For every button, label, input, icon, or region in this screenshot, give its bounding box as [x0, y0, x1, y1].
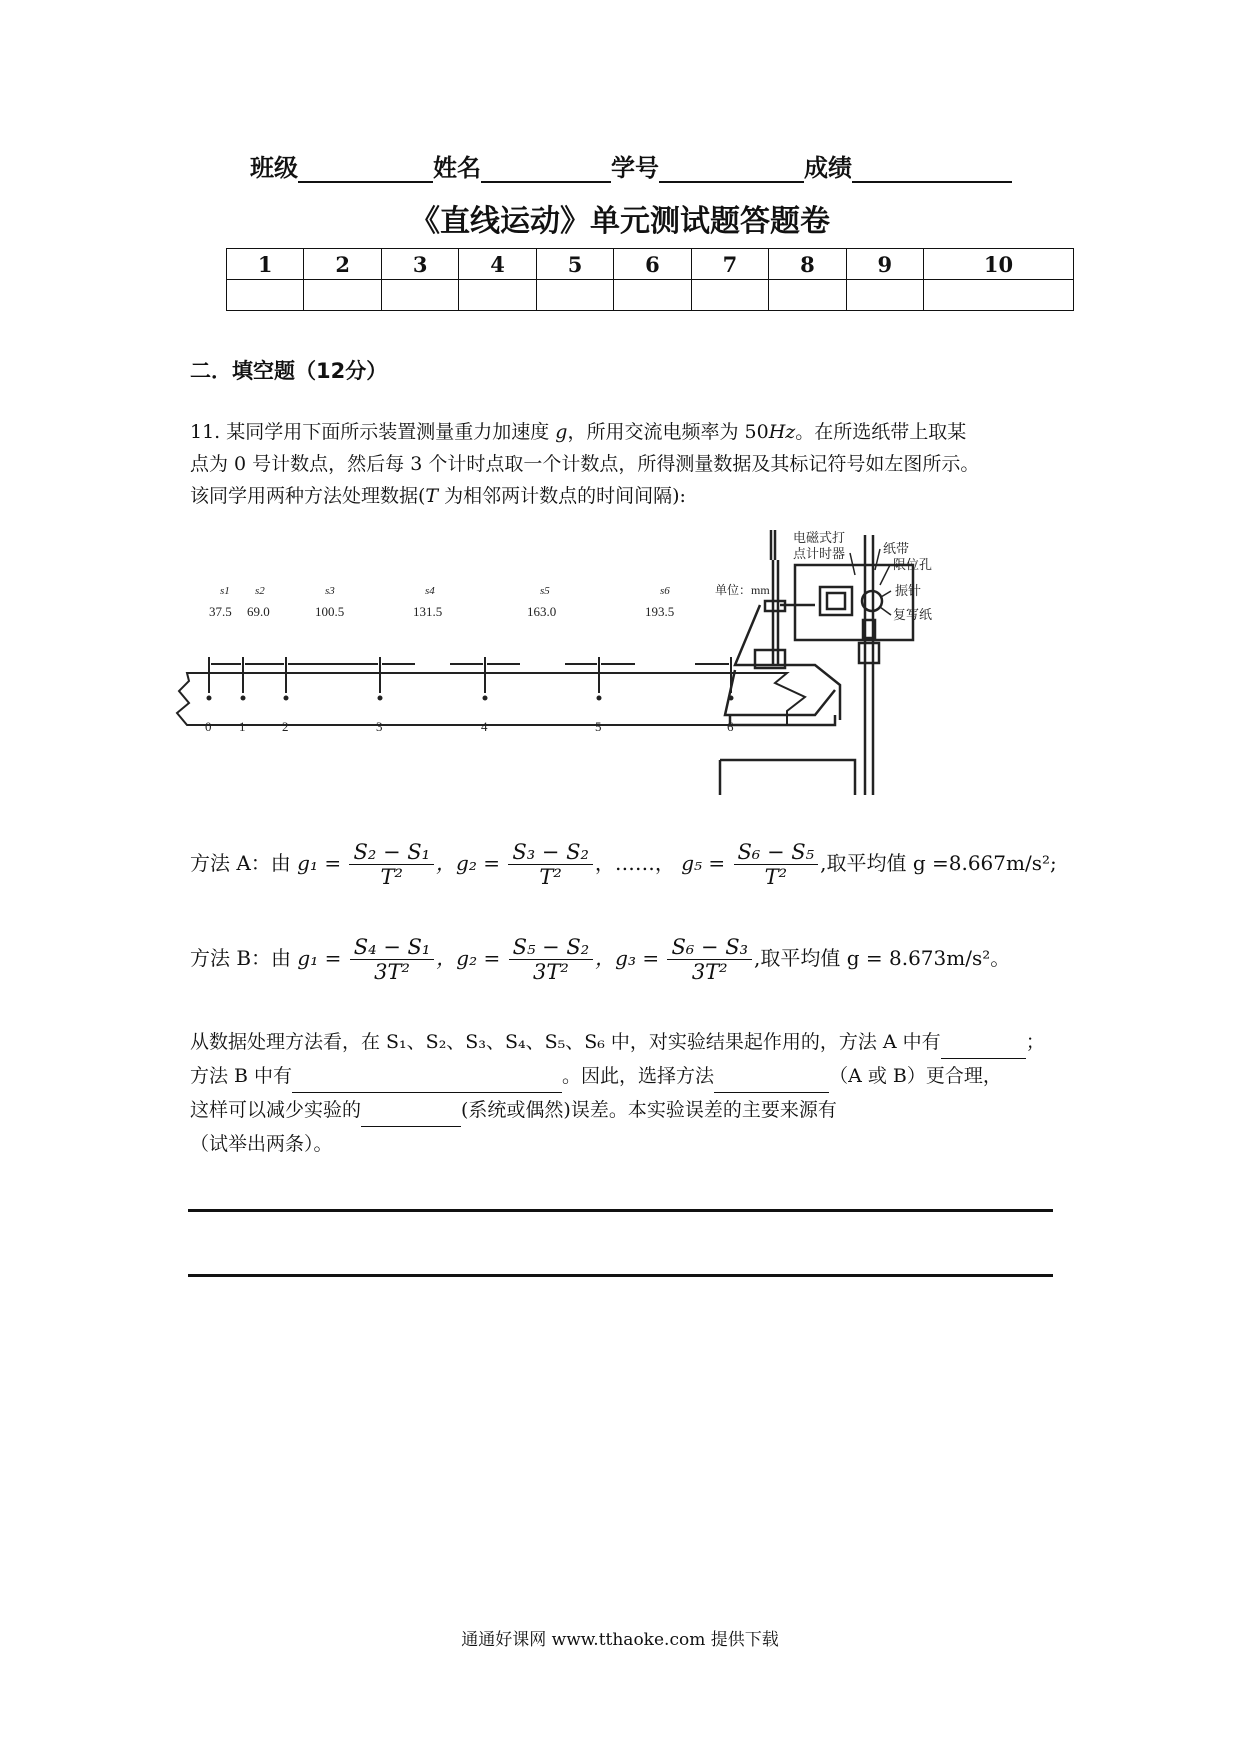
answer-number: 8 [769, 249, 846, 280]
fraction-numerator: S₅ − S₂ [509, 935, 594, 960]
answer-line-1[interactable] [188, 1209, 1053, 1212]
distance-label: 193.5 [645, 604, 675, 619]
answer-cell[interactable] [769, 280, 846, 311]
footer-text: 通通好课网 www.tthaoke.com 提供下载 [461, 1630, 779, 1650]
answer-blank-b[interactable] [292, 1070, 562, 1093]
question-line: 该同学用两种方法处理数据( [190, 485, 426, 507]
unit-hz: Hz [768, 421, 796, 443]
apparatus-label: 限位孔 [893, 557, 933, 572]
fraction [349, 840, 434, 889]
formula-term: g₁ = [297, 851, 342, 875]
answer-blank-error-type[interactable] [361, 1104, 461, 1127]
apparatus-labels [793, 530, 932, 622]
fraction [509, 935, 594, 984]
name-field[interactable] [481, 155, 611, 183]
class-field[interactable] [298, 155, 433, 183]
answer-number: 5 [536, 249, 613, 280]
fraction-denominator: 3T² [532, 960, 569, 984]
student-id-label: 学号 [611, 154, 659, 182]
score-field[interactable] [852, 155, 1012, 183]
method-b-formula [190, 935, 1010, 984]
distance-labels [209, 604, 674, 619]
experiment-figure [175, 525, 1055, 815]
distance-label: 163.0 [527, 604, 557, 619]
answer-number: 1 [227, 249, 304, 280]
point-ticks [209, 657, 731, 693]
apparatus-label: 点计时器 [793, 546, 846, 561]
point-label: 3 [376, 719, 383, 734]
analysis-line: （试举出两条）。 [190, 1133, 333, 1155]
answer-cell[interactable] [227, 280, 304, 311]
formula-term: ,取平均值 g =8.667m/s²; [820, 851, 1057, 875]
formula-term: g₁ = [297, 946, 342, 970]
analysis-line: 。因此，选择方法 [562, 1065, 715, 1087]
formula-term: g₅ = [681, 851, 726, 875]
answer-table-answer-row [227, 280, 1074, 311]
apparatus-label: 复写纸 [893, 607, 933, 622]
formula-term: ，……， [594, 851, 675, 875]
fraction-denominator: 3T² [691, 960, 728, 984]
fraction [350, 935, 435, 984]
analysis-line: （A 或 B）更合理， [829, 1065, 1002, 1087]
s-label: s5 [540, 585, 550, 597]
answer-cell[interactable] [536, 280, 613, 311]
symbol-t: T [425, 485, 439, 507]
distance-label: 100.5 [315, 604, 345, 619]
answer-table-header-row [227, 249, 1074, 280]
answer-number: 6 [614, 249, 691, 280]
student-id-field[interactable] [659, 155, 804, 183]
symbol-g: g [555, 421, 568, 443]
answer-cell[interactable] [459, 280, 536, 311]
method-b-label: 方法 B：由 [190, 946, 292, 970]
distance-label: 37.5 [209, 604, 232, 619]
answer-number: 4 [459, 249, 536, 280]
question-text [190, 416, 1060, 512]
page-title: 《直线运动》单元测试题答题卷 [410, 204, 830, 239]
name-label: 姓名 [433, 154, 481, 182]
unit-label: 单位：mm [715, 583, 770, 597]
fraction-denominator: T² [764, 865, 788, 889]
answer-blank-a[interactable] [941, 1036, 1026, 1059]
analysis-text [190, 1025, 1060, 1161]
answer-cell[interactable] [924, 280, 1074, 311]
point-label: 4 [481, 719, 488, 734]
question-line: 11. 某同学用下面所示装置测量重力加速度 [190, 421, 556, 443]
analysis-line: 方法 B 中有 [190, 1065, 293, 1087]
fraction-numerator: S₆ − S₅ [734, 840, 819, 865]
answer-cell[interactable] [846, 280, 923, 311]
score-label: 成绩 [804, 154, 852, 182]
apparatus-illustration [720, 530, 913, 795]
answer-number: 9 [846, 249, 923, 280]
answer-cell[interactable] [304, 280, 381, 311]
s-label: s1 [220, 585, 230, 597]
question-line: 点为 0 号计数点，然后每 3 个计时点取一个计数点，所得测量数据及其标记符号如左图所示。 [190, 453, 980, 475]
question-line: 为相邻两计数点的时间间隔): [438, 485, 686, 507]
fraction-numerator: S₂ − S₁ [349, 840, 434, 865]
analysis-line: 从数据处理方法看，在 S₁、S₂、S₃、S₄、S₅、S₆ 中，对实验结果起作用的，方法 A 中有 [190, 1031, 941, 1053]
answer-number: 3 [381, 249, 458, 280]
formula-term: ，g₂ = [436, 851, 500, 875]
apparatus-label: 振针 [895, 583, 922, 598]
answer-cell[interactable] [381, 280, 458, 311]
point-labels [205, 719, 734, 734]
answer-cell[interactable] [614, 280, 691, 311]
fraction-denominator: T² [380, 865, 403, 889]
distance-label: 69.0 [247, 604, 270, 619]
answer-blank-method[interactable] [714, 1070, 829, 1093]
answer-number: 10 [924, 249, 1074, 280]
analysis-line: ； [1025, 1031, 1045, 1053]
fraction [667, 935, 752, 984]
analysis-line: (系统或偶然)误差。本实验误差的主要来源有 [461, 1099, 837, 1121]
paper-tape [177, 673, 805, 725]
class-label: 班级 [250, 154, 298, 182]
s-label: s6 [660, 585, 670, 597]
answer-cell[interactable] [691, 280, 768, 311]
fraction-numerator: S₆ − S₃ [667, 935, 752, 960]
formula-term: ,取平均值 g = 8.673m/s²。 [754, 946, 1011, 970]
s-label: s4 [425, 585, 435, 597]
apparatus-label: 电磁式打 [793, 530, 846, 545]
formula-term: ，g₃ = [595, 946, 660, 970]
analysis-line: 这样可以减少实验的 [190, 1099, 362, 1121]
count-points [207, 696, 734, 701]
answer-number: 7 [691, 249, 768, 280]
s-label: s3 [325, 585, 335, 597]
question-line: ，所用交流电频率为 50 [567, 421, 769, 443]
point-label: 6 [727, 719, 734, 734]
section-title: 二．填空题（12分） [190, 359, 388, 383]
point-label: 2 [282, 719, 289, 734]
method-a-label: 方法 A：由 [190, 851, 291, 875]
answer-number: 2 [304, 249, 381, 280]
fraction-denominator: 3T² [374, 960, 410, 984]
fraction-denominator: T² [539, 865, 562, 889]
student-info-header [250, 148, 1060, 183]
answer-line-2[interactable] [188, 1274, 1053, 1277]
point-label: 1 [239, 719, 246, 734]
distance-label: 131.5 [413, 604, 443, 619]
fraction [508, 840, 593, 889]
formula-term: ，g₂ = [436, 946, 501, 970]
point-label: 0 [205, 719, 212, 734]
fraction-numerator: S₄ − S₁ [350, 935, 435, 960]
apparatus-label: 纸带 [883, 541, 910, 556]
method-a-formula [190, 840, 1057, 889]
fraction-numerator: S₃ − S₂ [508, 840, 593, 865]
apparatus-leaders [850, 549, 891, 615]
s-labels [220, 585, 670, 597]
question-line: 。在所选纸带上取某 [795, 421, 967, 443]
fraction [734, 840, 819, 889]
answer-table [226, 248, 1074, 311]
s-label: s2 [255, 585, 265, 597]
point-label: 5 [595, 719, 602, 734]
